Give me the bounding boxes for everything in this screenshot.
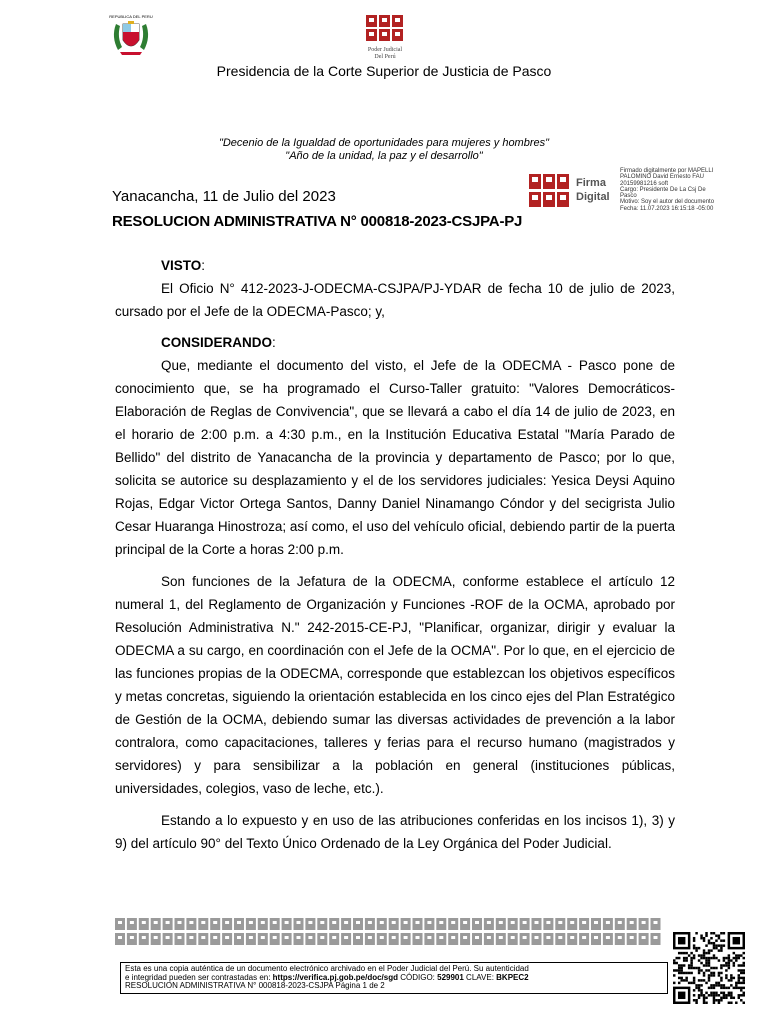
peru-coat-of-arms-icon: [108, 12, 154, 58]
signature-line: PALOMINO David Ernesto FAU: [620, 174, 704, 181]
footer-line-3: RESOLUCION ADMINISTRATIVA N° 000818-2023-CSJPA Página 1 de 2: [125, 981, 385, 990]
considerando-paragraph-1: Que, mediante el documento del visto, el Jefe de la ODECMA - Pasco pone de conocimiento que, se ha programado el Curso-Taller gratuito: "Valores Democráticos-Elaboración de Reglas de Convivencia", que se llevará a cabo el día 14 de julio de 2023, en el horario de 2:00 p.m. a 4:30 p.m., en la Institución Educativa Estatal "María Parado de Bellido" del distrito de Yanacancha de la provincia y departamento de Pasco; por lo que, solicita se autorice su desplazamiento y el de los servidores judiciales: Yesica Deysi Aquino Rojas, Edgar Victor Ortega Santos, Danny Daniel Ninamango Cóndor y del secigrista Julio Cesar Huaranga Hinostroza; así como, el uso del vehículo oficial, debiendo partir de la puerta principal de la Corte a horas 2:00 p.m.: [115, 358, 675, 557]
decade-line-2: "Año de la unidad, la paz y el desarrollo": [285, 150, 483, 162]
signature-line: Fecha: 11.07.2023 16:15:18 -05:00: [620, 205, 714, 212]
footer-line-1: Esta es una copia auténtica de un documento electrónico archivado en el Poder Judicial del Perú. Su autenticidad: [125, 964, 529, 973]
pj-signature-icon: [528, 173, 572, 209]
key-label: CLAVE:: [463, 972, 497, 982]
pj-emblem-icon: [365, 14, 405, 42]
signature-badge-line2: Digital: [576, 191, 610, 203]
security-pattern-icon: [115, 918, 663, 948]
verify-url-link[interactable]: https://verifica.pj.gob.pe/doc/sgd: [272, 972, 398, 982]
key-value: BKPEC2: [496, 972, 529, 982]
page-title: Presidencia de la Corte Superior de Justicia de Pasco: [216, 63, 552, 79]
signature-line: Motivo: Soy el autor del documento: [620, 199, 715, 206]
decade-motto: [0, 137, 768, 163]
signature-badge-line1: Firma: [576, 177, 606, 189]
digital-signature-badge: [528, 171, 620, 211]
signature-badge-text: [576, 176, 610, 204]
signature-line: Pasco: [620, 193, 637, 200]
footer-verify-text: e integridad pueden ser contrastadas en:: [125, 972, 273, 982]
pj-logo-line2: Del Perú: [374, 54, 396, 60]
footer-authenticity: [120, 962, 668, 994]
considerando-paragraph-2: Son funciones de la Jefatura de la ODECMA, conforme establece el artículo 12 numeral 1, del Reglamento de Organización y Funciones -ROF de la OCMA, aprobado por Resolución Administrativa N." 242-2015-CE-PJ, "Planificar, organizar, dirigir y evaluar la ODECMA a su cargo, en coordinación con el Jefe de la OCMA". Por lo que, en el ejercicio de las funciones propias de la ODECMA, corresponde que establezcan los objetivos específicos y metas concretas, siguiendo la orientación establecida en los cinco ejes del Plan Estratégico de Gestión de la OCMA, debiendo sumar las diversas actividades de prevención a la labor contralora, como capacitaciones, talleres y ferias para el recurso humano (magistrados y servidores) y para sensibilizar a la población en general (instituciones públicas, universidades, colegios, vaso de leche, etc.).: [115, 574, 675, 796]
signature-line: Firmado digitalmente por MAPELLI: [620, 168, 714, 174]
resolution-title: RESOLUCION ADMINISTRATIVA N° 000818-2023-CSJPA-PJ: [112, 213, 523, 230]
signature-line: 20159981216 soft: [620, 180, 669, 187]
considerando-heading: CONSIDERANDO:: [161, 335, 276, 350]
place-date: Yanacancha, 11 de Julio del 2023: [112, 188, 336, 205]
visto-heading: VISTO:: [161, 258, 206, 273]
pj-logo-line1: Poder Judicial: [367, 47, 403, 53]
considerando-label: CONSIDERANDO: [161, 335, 273, 350]
qr-code-icon[interactable]: [673, 932, 745, 1004]
code-value: 529901: [437, 972, 464, 982]
signature-info: [620, 168, 760, 212]
decade-line-1: "Decenio de la Igualdad de oportunidades para mujeres y hombres": [218, 137, 550, 149]
visto-label: VISTO: [161, 258, 202, 273]
code-label: CÓDIGO:: [400, 972, 438, 982]
considerando-paragraph-3: Estando a lo expuesto y en uso de las atribuciones conferidas en los incisos 1), 3) y 9) del artículo 90° del Texto Único Ordenado de la Ley Orgánica del Poder Judicial.: [115, 813, 675, 851]
poder-judicial-logo: [355, 14, 415, 64]
svg-text:REPUBLICA DEL PERU: REPUBLICA DEL PERU: [109, 14, 153, 19]
visto-paragraph: El Oficio N° 412-2023-J-ODECMA-CSJPA/PJ-YDAR de fecha 10 de julio de 2023, cursado por el Jefe de la ODECMA-Pasco; y,: [115, 281, 675, 319]
signature-line: Cargo: Presidente De La Csj De: [620, 186, 706, 193]
document-body: [115, 254, 675, 855]
